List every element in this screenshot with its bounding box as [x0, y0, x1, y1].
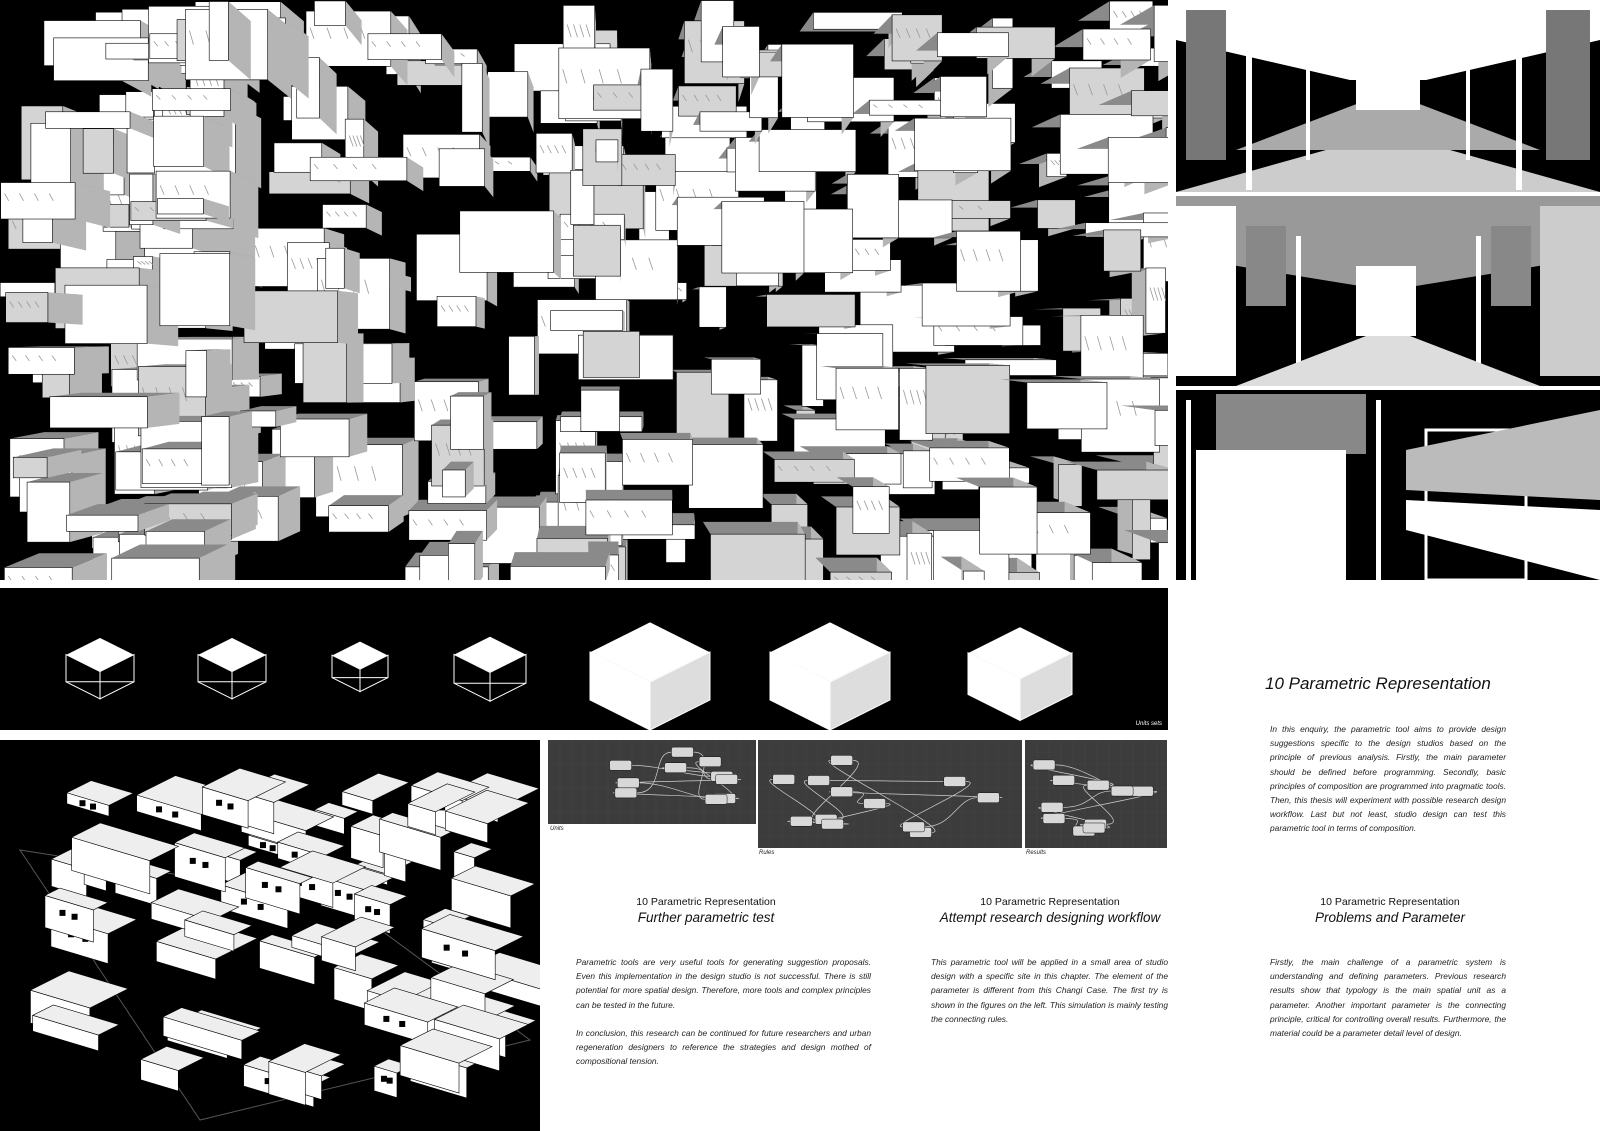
gh-units-graph — [548, 740, 756, 824]
gh-results-graph — [1025, 740, 1167, 848]
section-paragraph: Parametric tools are very useful tools for generating suggestion proposals. Even this implementation in the design studio is not successful. There is still potential for more spatial design. Therefore, more tools and complex principles can be tested in the future. — [576, 957, 871, 1010]
gh-units-definition — [548, 740, 756, 824]
gh-units-label: Units — [550, 826, 564, 832]
section-kicker: 10 Parametric Representation — [980, 896, 1120, 908]
gh-rules-graph — [758, 740, 1022, 848]
units-isometric-row — [0, 588, 1168, 730]
intro-text — [1270, 722, 1506, 850]
intro-paragraph: In this enquiry, the parametric tool aims to provide design suggestions specific to the design studios based on the principle of previous analysis. Firstly, the main parameter should be defined before programming. Secondly, basic principles of composition are programmed into pragmatic tools. Then, this thesis will experiment with possible research design workflow. Last but not least, studio design can test this parametric tool in terms of composition. — [1270, 724, 1506, 834]
corridor-perspective-3 — [1176, 390, 1600, 580]
section-paragraph: In conclusion, this research can be continued for future researchers and urban regeneration designers to reference the strategies and design mothed of compositional tension. — [576, 1027, 871, 1067]
section-paragraph: Firstly, the main challenge of a parametric system is understanding and defining parameters. Previous research results show that typology is the main spatial unit as a parameter. Another important parameter is the connecting principle, critical for controlling overall results. Furthermore, the material could be a parameter detail level of design. — [1270, 957, 1506, 1039]
site-isometric-render — [0, 740, 540, 1131]
gh-rules-definition — [758, 740, 1022, 848]
gh-results-definition — [1025, 740, 1167, 848]
section-workflow-title — [920, 896, 1180, 925]
site-isometric-illustration — [0, 740, 540, 1131]
corridor-perspective-1 — [1176, 0, 1600, 192]
city-field-render — [0, 0, 1168, 580]
perspective-render-3 — [1176, 390, 1600, 580]
corridor-perspective-2 — [1176, 196, 1600, 386]
section-problems-title — [1260, 896, 1520, 925]
gh-rules-label: Rules — [759, 850, 775, 856]
section-heading: Attempt research designing workflow — [939, 910, 1161, 925]
section-kicker: 10 Parametric Representation — [636, 896, 776, 908]
page-title: 10 Parametric Representation — [1265, 674, 1491, 693]
section-heading: Further parametric test — [637, 910, 775, 925]
perspective-render-2 — [1176, 196, 1600, 386]
section-heading: Problems and Parameter — [1314, 910, 1466, 925]
units-strip-caption: Units sets — [1135, 721, 1162, 727]
section-further-test-body — [576, 955, 871, 1082]
perspective-render-1 — [1176, 0, 1600, 192]
gh-results-label: Results — [1026, 850, 1047, 856]
section-paragraph: This parametric tool will be applied in a small area of studio design with a specific site in this chapter. The element of the parameter is different from this Changi Case. The first try is shown in the figures on the left. This simulation is mainly testing the connecting rules. — [931, 957, 1168, 1024]
section-kicker: 10 Parametric Representation — [1320, 896, 1460, 908]
city-field-illustration — [0, 0, 1168, 580]
section-problems-body — [1270, 955, 1506, 1054]
section-further-test-title — [576, 896, 836, 925]
units-strip — [0, 588, 1168, 730]
section-workflow-body — [931, 955, 1168, 1040]
